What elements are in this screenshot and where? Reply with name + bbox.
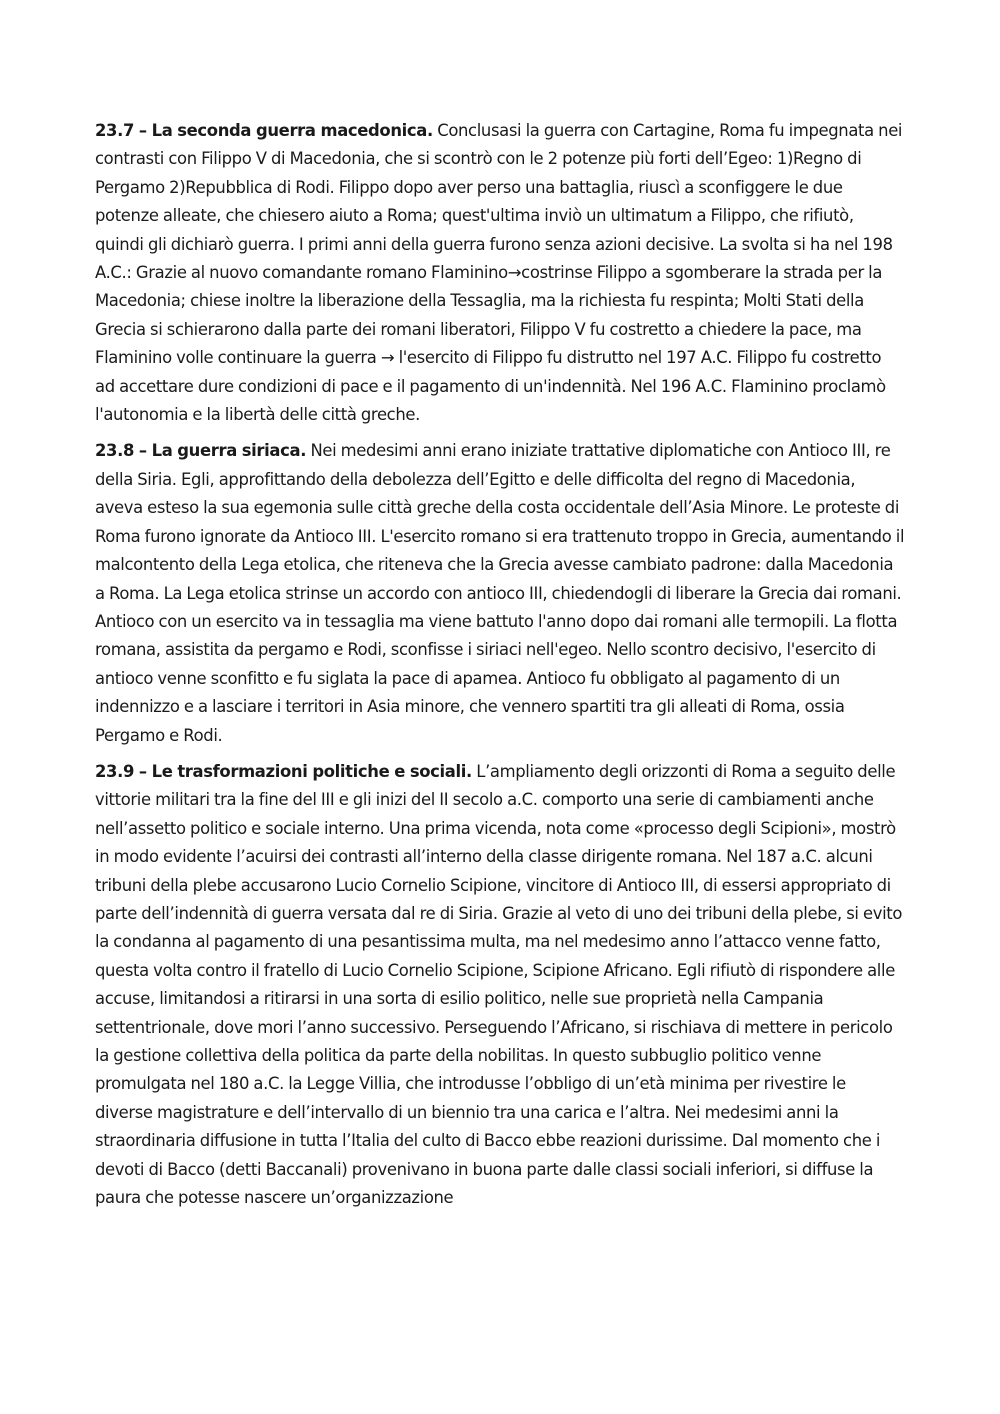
section-23-9	[95, 758, 905, 1213]
section-body: Conclusasi la guerra con Cartagine, Roma fu impegnata nei contrasti con Filippo V di Macedonia, che si scontrò con le 2 potenze più forti dell’Egeo: 1)Regno di Pergamo 2)Repubblica di Rodi. Filippo dopo aver perso una battaglia, riuscì a sconfiggere le due potenze alleate, che chiesero aiuto a Roma; quest'ultima inviò un ultimatum a Filippo, che rifiutò, quindi gli dichiarò guerra. I primi anni della guerra furono senza azioni decisive. La svolta si ha nel 198 A.C.: Grazie al nuovo comandante romano Flaminino→costrinse Filippo a sgomberare la strada per la Macedonia; chiese inoltre la liberazione della Tessaglia, ma la richiesta fu respinta; Molti Stati della Grecia si schierarono dalla parte dei romani liberatori, Filippo V fu costretto a chiedere la pace, ma Flaminino volle continuare la guerra → l'esercito di Filippo fu distrutto nel 197 A.C. Filippo fu costretto ad accettare dure condizioni di pace e il pagamento di un'indennità. Nel 196 A.C. Flaminino proclamò l'autonomia e la libertà delle città greche.	[95, 121, 903, 425]
section-heading: 23.7 – La seconda guerra macedonica.	[95, 121, 433, 140]
document-page	[95, 117, 905, 1220]
section-23-7	[95, 117, 905, 429]
section-heading: 23.9 – Le trasformazioni politiche e sociali.	[95, 761, 472, 781]
section-body: L’ampliamento degli orizzonti di Roma a seguito delle vittorie militari tra la fine del III e gli inizi del II secolo a.C. comporto una serie di cambiamenti anche nell’assetto politico e sociale interno. Una prima vicenda, nota come «processo degli Scipioni», mostrò in modo evidente l’acuirsi dei contrasti all’interno della classe dirigente romana. Nel 187 a.C. alcuni tribuni della plebe accusarono Lucio Cornelio Scipione, vincitore di Antioco III, di essersi appropriato di parte dell’indennità di guerra versata dal re di Siria. Grazie al veto di uno dei tribuni della plebe, si evito la condanna al pagamento di una pesantissima multa, ma nel medesimo anno l’attacco venne fatto, questa volta contro il fratello di Lucio Cornelio Scipione, Scipione Africano. Egli rifiutò di rispondere alle accuse, limitandosi a ritirarsi in una sorta di esilio politico, nelle sue proprietà nella Campania settentrionale, dove mori l’anno successivo. Perseguendo l’Africano, si rischiava di mettere in pericolo la gestione collettiva della politica da parte della nobilitas. In questo subbuglio politico venne promulgata nel 180 a.C. la Legge Villia, che introdusse l’obbligo di un’età minima per rivestire le diverse magistrature e dell’intervallo di un biennio tra una carica e l’altra. Nei medesimi anni la straordinaria diffusione in tutta l’Italia del culto di Bacco ebbe reazioni durissime. Dal momento che i devoti di Bacco (detti Baccanali) provenivano in buona parte dalle classi sociali inferiori, si diffuse la paura che potesse nascere un’organizzazione	[95, 761, 903, 1208]
section-23-8	[95, 437, 905, 749]
section-body: Nei medesimi anni erano iniziate trattative diplomatiche con Antioco III, re della Siria. Egli, approfittando della debolezza dell’Egitto e delle difficolta del regno di Macedonia, aveva esteso la sua egemonia sulle città greche della costa occidentale dell’Asia Minore. Le proteste di Roma furono ignorate da Antioco III. L'esercito romano si era trattenuto troppo in Grecia, aumentando il malcontento della Lega etolica, che riteneva che la Grecia avesse cambiato padrone: dalla Macedonia a Roma. La Lega etolica strinse un accordo con antioco III, chiedendogli di liberare la Grecia dai romani. Antioco con un esercito va in tessaglia ma viene battuto l'anno dopo dai romani alle termopili. La flotta romana, assistita da pergamo e Rodi, sconfisse i siriaci nell'egeo. Nello scontro decisivo, l'esercito di antioco venne sconfitto e fu siglata la pace di apamea. Antioco fu obbligato al pagamento di un indennizzo e a lasciare i territori in Asia minore, che vennero spartiti tra gli alleati di Roma, ossia Pergamo e Rodi.	[95, 441, 905, 745]
section-heading: 23.8 – La guerra siriaca.	[95, 441, 307, 461]
